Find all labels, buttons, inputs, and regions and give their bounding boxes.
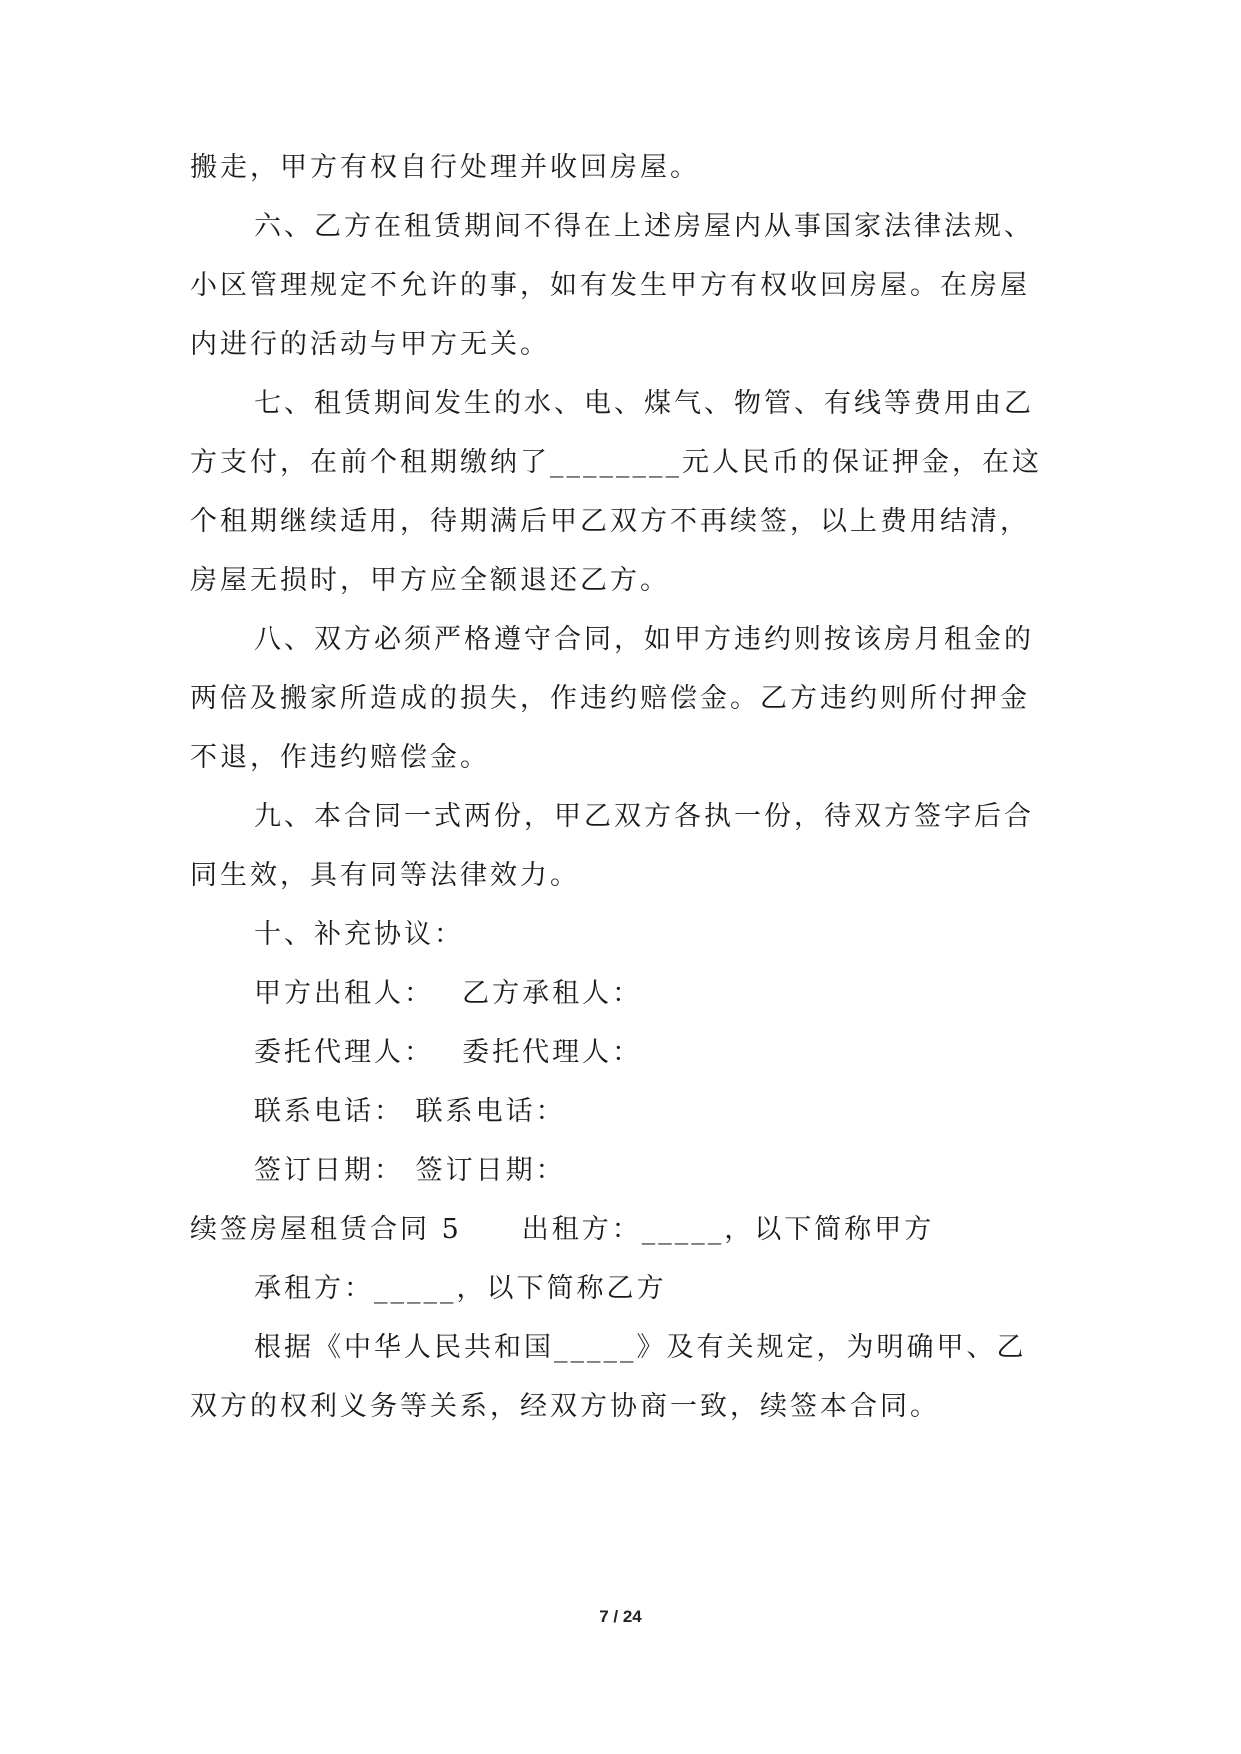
signature-line: 甲方出租人： 乙方承租人： bbox=[254, 978, 643, 1009]
text-line: 双方的权利义务等关系，经双方协商一致，续签本合同。 bbox=[190, 1391, 940, 1422]
text-line: 十、补充协议： bbox=[254, 919, 464, 950]
text-line: 内进行的活动与甲方无关。 bbox=[190, 329, 550, 360]
signature-line: 委托代理人： 委托代理人： bbox=[254, 1037, 643, 1068]
text-line: 不退，作违约赔偿金。 bbox=[190, 742, 490, 773]
text-line: 七、租赁期间发生的水、电、煤气、物管、有线等费用由乙 bbox=[254, 388, 1034, 419]
text-line: 承租方：_____，以下简称乙方 bbox=[254, 1273, 667, 1304]
text-line: 小区管理规定不允许的事，如有发生甲方有权收回房屋。在房屋 bbox=[190, 270, 1030, 301]
text-line: 九、本合同一式两份，甲乙双方各执一份，待双方签字后合 bbox=[254, 801, 1034, 832]
text-line: 六、乙方在租赁期间不得在上述房屋内从事国家法律法规、 bbox=[254, 211, 1034, 242]
section-heading: 续签房屋租赁合同 5 出租方：_____，以下简称甲方 bbox=[190, 1214, 935, 1245]
text-line: 个租期继续适用，待期满后甲乙双方不再续签，以上费用结清， bbox=[190, 506, 1030, 537]
text-line: 两倍及搬家所造成的损失，作违约赔偿金。乙方违约则所付押金 bbox=[190, 683, 1030, 714]
page-number: 7 / 24 bbox=[599, 1607, 642, 1626]
text-line: 方支付，在前个租期缴纳了________元人民币的保证押金，在这 bbox=[190, 447, 1042, 478]
text-line: 搬走，甲方有权自行处理并收回房屋。 bbox=[190, 152, 700, 183]
signature-line: 联系电话： 联系电话： bbox=[254, 1096, 566, 1127]
text-line: 房屋无损时，甲方应全额退还乙方。 bbox=[190, 565, 670, 596]
text-line: 八、双方必须严格遵守合同，如甲方违约则按该房月租金的 bbox=[254, 624, 1034, 655]
text-line: 根据《中华人民共和国_____》及有关规定，为明确甲、乙 bbox=[254, 1332, 1027, 1363]
signature-line: 签订日期： 签订日期： bbox=[254, 1155, 566, 1186]
text-line: 同生效，具有同等法律效力。 bbox=[190, 860, 580, 891]
